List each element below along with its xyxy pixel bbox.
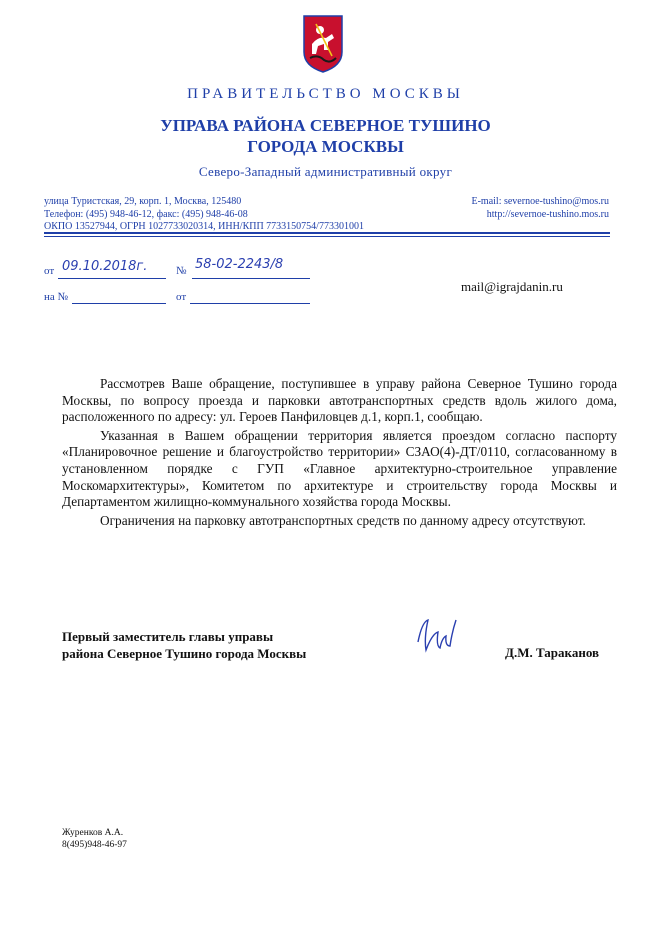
header-divider (44, 232, 610, 234)
contacts-block (471, 196, 609, 221)
position-line2: района Северное Тушино города Москвы (62, 646, 307, 661)
moscow-coat-of-arms-icon (302, 14, 344, 74)
organization-title-line1: УПРАВА РАЙОНА СЕВЕРНОЕ ТУШИНО (160, 116, 491, 135)
executor-phone: 8(495)948-46-97 (62, 839, 127, 850)
from-date-handwritten: 09.10.2018г. (62, 259, 148, 274)
okrug-title: Северо-Западный административный округ (198, 164, 453, 179)
executor-name: Журенков А.А. (62, 828, 124, 838)
email-link[interactable]: E-mail: severnoe-tushino@mos.ru (471, 196, 609, 207)
body-paragraph-3: Ограничения на парковку автотранспортных средств по данному адресу отсутствуют. (100, 512, 586, 528)
codes-line: ОКПО 13527944, ОГРН 1027733020314, ИНН/КПП 7733150754/773301001 (44, 221, 364, 232)
signatory-name: Д.М. Тараканов (505, 645, 600, 660)
address-line: улица Туристская, 29, корп. 1, Москва, 125480 (44, 196, 242, 207)
reply-from-line (190, 289, 310, 304)
reply-number-line (72, 289, 166, 304)
website-link[interactable]: http://severnoe-tushino.mos.ru (486, 208, 609, 220)
recipient-email: mail@igrajdanin.ru (461, 279, 563, 294)
from-label: от (44, 265, 55, 277)
body-paragraph-2: Указанная в Вашем обращении территория является проездом согласно паспорту «Планировочное решение и благоустройство территории» СЗАО(4)-ДТ/0110, согласованному в установленном порядке с ГУП «Главное архитектурно-строительное управление Москомархитектуры», Комитетом по архитектуре и строительству города Москвы и Департаментом жилищно-коммунального хозяйства города Москвы. (62, 427, 617, 510)
number-label: № (176, 265, 187, 277)
phone-line: Телефон: (495) 948-46-12, факс: (495) 948-46-08 (44, 208, 248, 220)
reply-number-label: на № (44, 291, 69, 303)
executor-block (62, 828, 127, 851)
organization-title-line2: ГОРОДА МОСКВЫ (247, 137, 404, 156)
body-paragraph-1: Рассмотрев Ваше обращение, поступившее в управу района Северное Тушино города Москвы, по вопросу проезда и парковки автотранспортных средств вдоль жилого дома, расположенного по адресу: ул. Героев Панфиловцев д.1, корп.1, сообщаю. (62, 376, 617, 425)
government-title: ПРАВИТЕЛЬСТВО МОСКВЫ (187, 86, 464, 102)
reply-from-label: от (176, 291, 187, 303)
header-divider-thin (44, 236, 610, 237)
signatory-position (62, 628, 306, 662)
address-block (44, 196, 364, 234)
handwritten-signature-icon (412, 612, 462, 660)
position-line1: Первый заместитель главы управы (62, 629, 274, 644)
letter-body (62, 376, 617, 531)
number-handwritten: 58-02-2243/8 (195, 257, 284, 272)
